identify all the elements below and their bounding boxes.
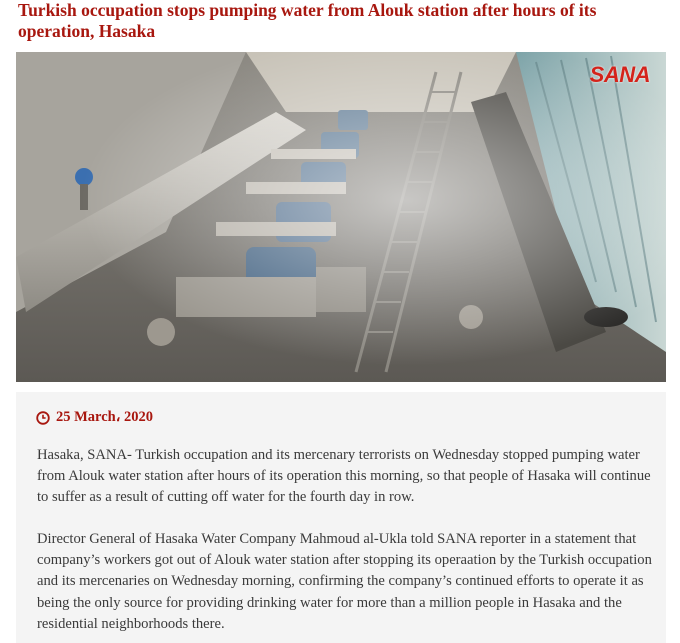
- watermark-logo: SANA: [589, 62, 650, 87]
- article-paragraph: Hasaka, SANA- Turkish occupation and its mercenary terrorists on Wednesday stopped pumping water from Alouk water station after hours of its operation this morning, so that people of Hasaka will continue to suffer as a result of cutting off water for the fourth day in row.: [37, 447, 651, 506]
- clock-icon: [36, 411, 50, 425]
- publish-date: [36, 409, 153, 426]
- article-photo: [16, 52, 666, 382]
- article-title: Turkish occupation stops pumping water from Alouk station after hours of its operation, Hasaka: [18, 0, 597, 41]
- publish-date-text: 25 March، 2020: [56, 409, 154, 425]
- article-paragraph: Director General of Hasaka Water Company Mahmoud al-Ukla told SANA reporter in a statement that company’s workers got out of Alouk water station after stopping its operaation by the Turkish occupation and its mercenaries on Wednesday morning, confirming the company’s continued efforts to operate it as being the only source for providing drinking water for more than a million people in Hasaka and the residential neighborhoods there.: [37, 531, 652, 632]
